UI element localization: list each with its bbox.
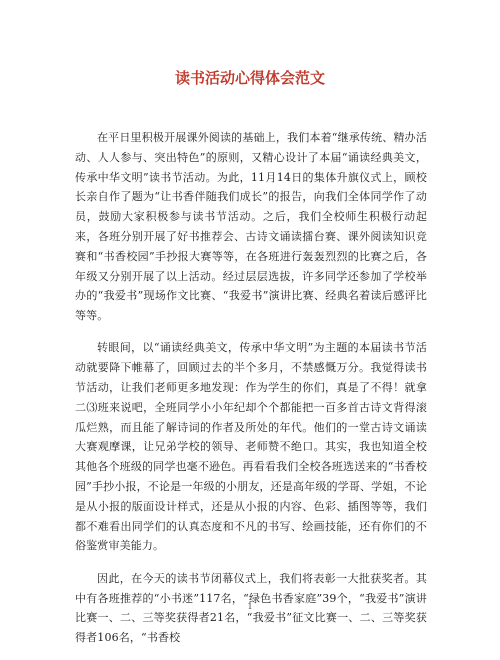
document-title: 读书活动心得体会范文 <box>174 69 325 87</box>
paragraph: 在平日里积极开展课外阅读的基础上，我们本着“继承传统、精办活动、人人参与、突出特色”的原则，又精心设计了本届“诵读经典美文，传承中华文明”读书节活动。为此，11月14日的集体升旗仪式上，顾校长亲自作了题为“让书香伴随我们成长”的报告，向我们全体同学作了动员，鼓励大家积极参与读书节活动。之后，我们全校师生积极行动起来，各班分别开展了好书推荐会、古诗文诵读擂台赛、课外阅读知识竞赛和“书香校园”手抄报大赛等等，在各班进行轰轰烈烈的比赛之后，各年级又分别开展了以上活动。经过层层选拔，许多同学还参加了学校举办的“我爱书”现场作文比赛、“我爱书”演讲比赛、经典名着读后感评比等等。 <box>75 131 427 323</box>
page-number: 1 <box>247 602 253 611</box>
paragraph: 转眼间，以“诵读经典美文，传承中华文明”为主题的本届读书节活动就要降下帷幕了，回顾过去的半个多月，不禁感慨万分。我觉得读书节活动，让我们老师更多地发现：作为学生的你们，真是了不得！就拿二⑶班来说吧，全班同学小小年纪却个个都能把一百多首古诗文背得滚瓜烂熟，而且能了解诗词的作者及所处的年代。他们的一堂古诗文诵读大赛观摩课，让兄弟学校的领导、老师赞不绝口。其实，我也知道全校其他各个班级的同学也毫不逊色。再看看我们全校各班选送来的“书香校园”手抄小报，不论是一年级的小朋友，还是高年级的学哥、学姐，不论是从小报的版面设计样式，还是从小报的内容、色彩、插图等等，我们都不难看出同学们的认真态度和不凡的书写、绘画技能，还有你们的不俗鉴赏审美能力。 <box>75 341 427 553</box>
document-body <box>75 128 427 660</box>
paragraph: 因此，在今天的读书节闭幕仪式上，我们将表彰一大批获奖者。其中有各班推荐的“小书迷”117名，“绿色书香家庭”39个，“我爱书”演讲比赛一、二、三等奖获得者21名，“我爱书”征文比赛一、二、三等奖获得者106名，“书香校 <box>75 571 427 645</box>
